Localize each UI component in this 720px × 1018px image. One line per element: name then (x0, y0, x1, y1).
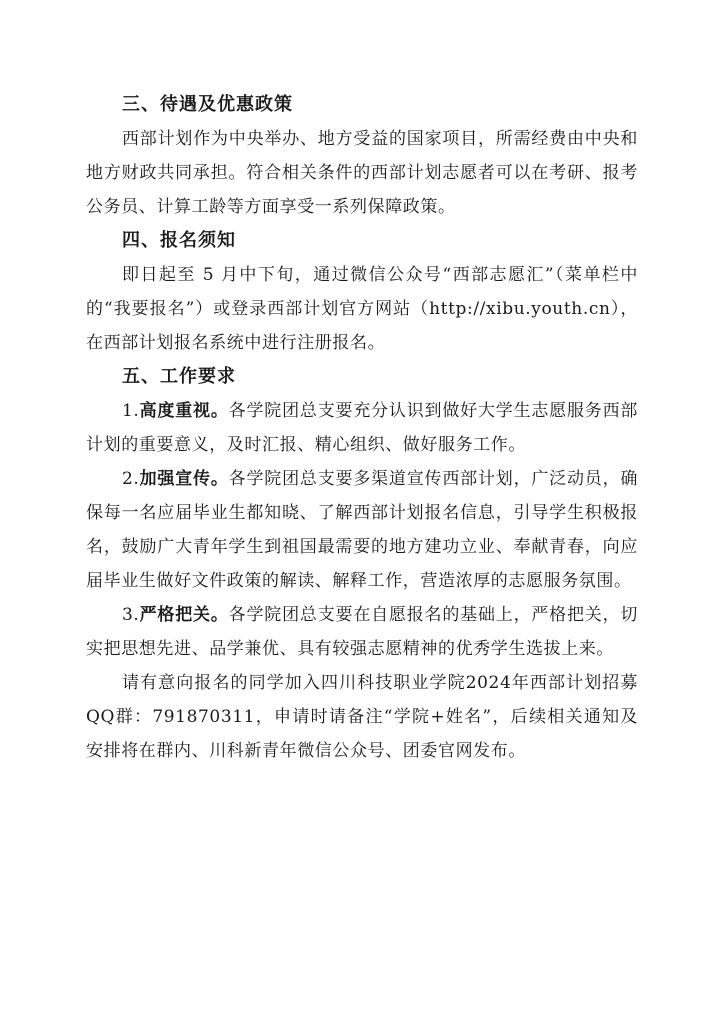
item-text: 各学院团总支要充分认识到做好大学生志愿服务西部计划的重要意义，及时汇报、精心组织、做好服务工作。 (86, 401, 639, 455)
item-number: 3. (122, 605, 140, 625)
requirement-item (86, 462, 638, 598)
item-number: 2. (122, 469, 140, 489)
benefits-paragraph: 西部计划作为中央举办、地方受益的国家项目，所需经费由中央和地方财政共同承担。符合相关条件的西部计划志愿者可以在考研、报考公务员、计算工龄等方面享受一系列保障政策。 (86, 129, 638, 217)
section-heading-registration: 四、报名须知 (122, 230, 236, 251)
requirement-item (86, 598, 638, 666)
item-text: 各学院团总支要在自愿报名的基础上，严格把关，切实把思想先进、品学兼优、具有较强志愿精神的优秀学生选拔上来。 (86, 605, 639, 659)
item-title: 加强宣传。 (139, 469, 229, 489)
closing-paragraph: 请有意向报名的同学加入四川科技职业学院2024年西部计划招募QQ群：791870311，申请时请备注“学院+姓名”，后续相关通知及安排将在群内、川科新青年微信公众号、团委官网发布。 (86, 673, 638, 761)
registration-paragraph: 即日起至 5 月中下旬，通过微信公众号“西部志愿汇”（菜单栏中的“我要报名”）或登录西部计划官方网站（http://xibu.youth.cn），在西部计划报名系统中进行注册报名。 (86, 265, 638, 353)
item-text: 各学院团总支要多渠道宣传西部计划，广泛动员，确保每一名应届毕业生都知晓、了解西部计划报名信息，引导学生积极报名，鼓励广大青年学生到祖国最需要的地方建功立业、奉献青春，向应届毕业生做好文件政策的解读、解释工作，营造浓厚的志愿服务氛围。 (86, 469, 639, 591)
requirement-item (86, 394, 638, 462)
section-heading-benefits: 三、待遇及优惠政策 (122, 94, 293, 115)
item-title: 严格把关。 (139, 605, 229, 625)
item-title: 高度重视。 (139, 401, 229, 421)
document-body (86, 88, 638, 768)
item-number: 1. (122, 401, 140, 421)
section-heading-requirements: 五、工作要求 (122, 366, 236, 387)
